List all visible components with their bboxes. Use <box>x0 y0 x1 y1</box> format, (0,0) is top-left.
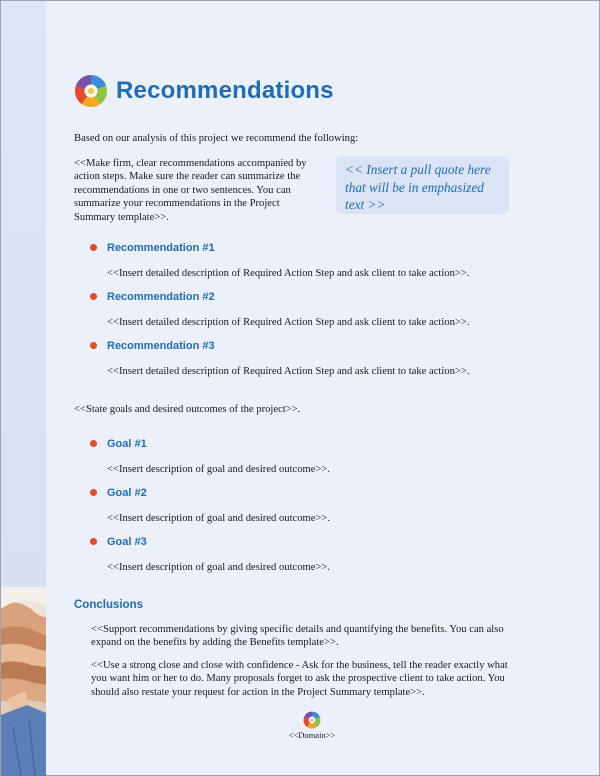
red-bullet-icon <box>90 342 97 349</box>
red-bullet-icon <box>90 538 97 545</box>
lead-paragraph-line: summarize your recommendations in the Project <box>74 198 280 210</box>
conclusions-paragraph-1 <box>91 623 531 650</box>
lead-paragraph-line: Summary template>>. <box>74 211 169 223</box>
recommendation-2-description: <<Insert detailed description of Required Action Step and ask client to take action>>. <box>107 317 470 328</box>
recommendation-2-title: Recommendation #2 <box>107 291 215 303</box>
goals-intro-text: <<State goals and desired outcomes of the project>>. <box>74 404 301 415</box>
pull-quote-line: text >> <box>345 197 386 212</box>
conclusions-line: expand on the benefits by adding the Benefits template>>. <box>91 637 339 649</box>
goal-3-title: Goal #3 <box>107 536 147 548</box>
lead-paragraph-line: action steps. Make sure the reader can summarize the <box>74 171 301 183</box>
goal-1-title: Goal #1 <box>107 438 147 450</box>
puzzle-wheel-logo-icon <box>74 74 108 108</box>
conclusions-line: <<Use a strong close and close with confidence - Ask for the business, tell the reader exactly what <box>91 660 508 671</box>
conclusions-line: should also restate your request for action in the Project Summary template>>. <box>91 686 425 698</box>
pull-quote-line: that will be in emphasized <box>345 179 484 195</box>
conclusions-heading: Conclusions <box>74 599 144 611</box>
red-bullet-icon <box>90 440 97 447</box>
conclusions-line: <<Support recommendations by giving specific details and quantifying the benefits. You can also <box>91 624 504 635</box>
goal-1-description: <<Insert description of goal and desired outcome>>. <box>107 464 331 475</box>
goal-2-description: <<Insert description of goal and desired outcome>>. <box>107 513 331 524</box>
conclusions-line: you want him or her to do. Many proposals forget to ask the prospective client to take action. You <box>91 673 505 685</box>
lead-paragraph-line: <<Make firm, clear recommendations accompanied by <box>74 158 307 169</box>
footer-domain: <<Domain>> <box>288 730 336 740</box>
side-color-band <box>1 1 46 587</box>
page-header <box>74 74 334 108</box>
red-bullet-icon <box>90 489 97 496</box>
recommendation-3-description: <<Insert detailed description of Required Action Step and ask client to take action>>. <box>107 366 470 377</box>
recommendation-1-title: Recommendation #1 <box>107 242 215 254</box>
conclusions-paragraph-2 <box>91 659 531 699</box>
intro-text: Based on our analysis of this project we recommend the following: <box>74 133 359 144</box>
footer-logo-icon <box>303 711 321 729</box>
red-bullet-icon <box>90 244 97 251</box>
lead-paragraph-line: recommendations in one or two sentences. You can <box>74 184 291 196</box>
pull-quote-line: << Insert a pull quote here <box>345 162 491 177</box>
stacked-hands-photo <box>1 587 46 776</box>
red-bullet-icon <box>90 293 97 300</box>
goal-2-title: Goal #2 <box>107 487 147 499</box>
lead-paragraph <box>74 157 324 224</box>
goal-3-description: <<Insert description of goal and desired outcome>>. <box>107 562 331 573</box>
recommendation-1-description: <<Insert detailed description of Required Action Step and ask client to take action>>. <box>107 268 470 279</box>
recommendation-3-title: Recommendation #3 <box>107 340 215 352</box>
page-title: Recommendations <box>116 77 334 104</box>
pull-quote <box>336 156 509 214</box>
